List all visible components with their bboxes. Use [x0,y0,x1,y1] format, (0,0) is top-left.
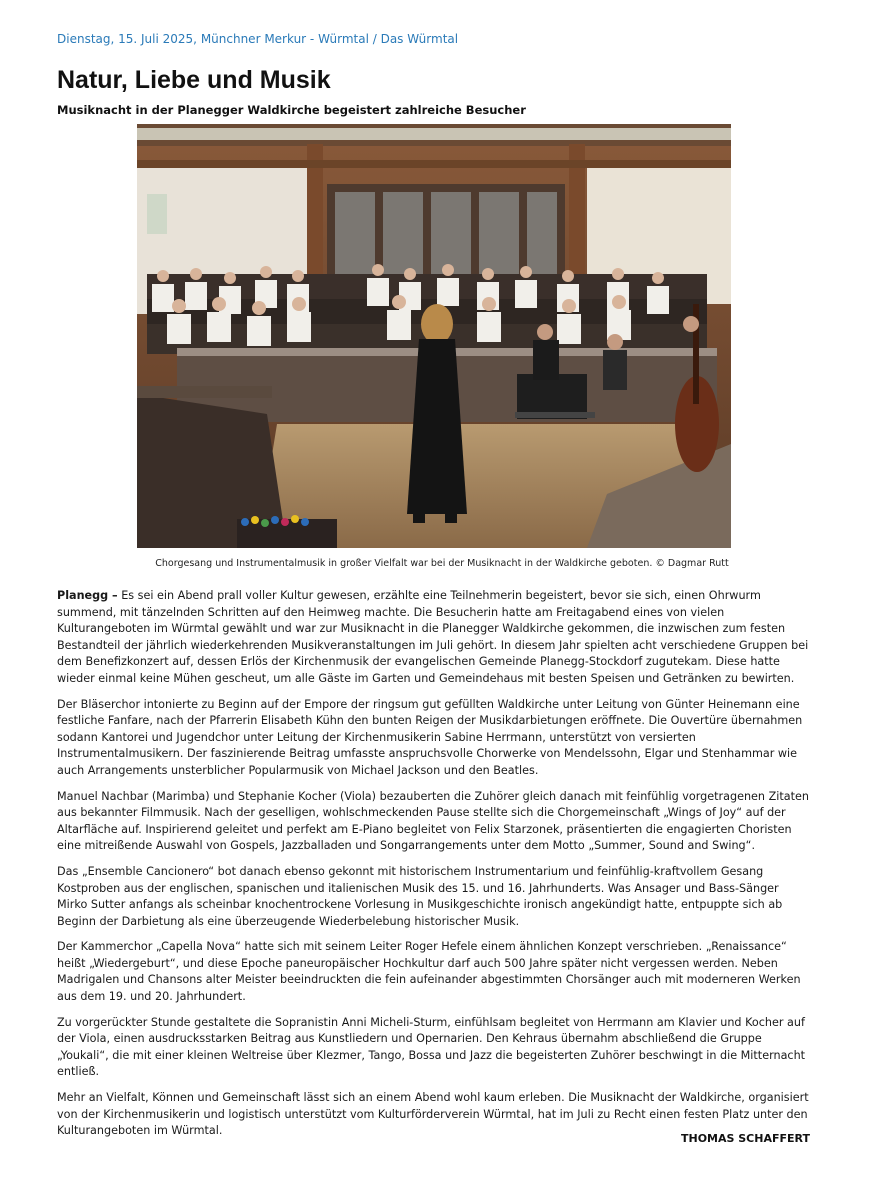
paragraph-1 [57,588,809,688]
author-byline: THOMAS SCHAFFERT [680,1132,810,1145]
paragraph-1-text: Es sei ein Abend prall voller Kultur gewesen, erzählte eine Teilnehmerin begeistert, bevor sie sich, einen Ohrwurm summend, mit tänzelnden Schritten auf den Heimweg machte. Die Besucherin hatte am Freitagabend eines von vielen Kulturangeboten im Würmtal gewählt und war zur Musiknacht in die Planegger Waldkirche gekommen, die inzwischen zum festen Bestandteil der jährlich wiederkehrenden Musikveranstaltungen im Juli gehört. In diesem Jahr spielten acht verschiedene Gruppen bei dem Benefizkonzert auf, dessen Erlös der Kirchenmusik der evangelischen Gemeinde Planegg-Stockdorf zugutekam. Diese hatte wieder einmal keine Mühen gescheut, um alle Gäste im Garten und Gemeindehaus mit besten Speisen und Getränken zu bewirten. [57,589,809,685]
paragraph-6: Zu vorgerückter Stunde gestaltete die Sopranistin Anni Micheli-Sturm, einfühlsam begleitet von Herrmann am Klavier und Kocher auf der Viola, einen ausdrucksstarken Beitrag aus Kunstliedern und Opernarien. Den Kehraus übernahm abschließend die Gruppe „Youkali“, die mit einer kleinen Weltreise über Klezmer, Tango, Bossa und Jazz die begeisterten Zuhörer beschwingt in die Mitternacht entließ. [57,1015,806,1079]
lead-word: Planegg – [57,589,118,602]
paragraph-3: Manuel Nachbar (Marimba) und Stephanie Kocher (Viola) bezauberten die Zuhörer gleich danach mit feinfühlig vorgetragenen Zitaten aus bekannter Filmmusik. Nach der geselligen, wohlschmeckenden Pause stellte sich die Chorgemeinschaft „Wings of Joy“ auf der Altarfläche auf. Inspirierend geleitet und perfekt am E-Piano begleitet von Felix Starzonek, präsentierten die engagierten Choristen eine mitreißende Auswahl von Gospels, Jazzballaden und Songarrangements unter dem Motto „Summer, Sound and Swing“. [57,789,809,853]
paragraph-2: Der Bläserchor intonierte zu Beginn auf der Empore der ringsum gut gefüllten Waldkirche unter Leitung von Günter Heinemann eine festliche Fanfare, nach der Pfarrerin Elisabeth Kühn den bunten Reigen der Musikdarbietungen eröffnete. Die Ouvertüre übernahmen sodann Kantorei und Jugendchor unter Leitung der Kirchenmusikerin Sabine Herrmann, unterstützt von versierten Instrumentalmusikern. Der faszinierende Beitrag umfasste anspruchsvolle Chorwerke von Mendelssohn, Elgar und Stenhammar wie auch Arrangements unsterblicher Popularmusik von Michael Jackson und den Beatles. [57,697,803,777]
paragraph-5: Der Kammerchor „Capella Nova“ hatte sich mit seinem Leiter Roger Hefele einem ähnlichen Konzept verschrieben. „Renaissance“ heißt „Wiedergeburt“, und diese Epoche paneuropäischer Hochkultur darf auch 500 Jahre später nicht vergessen werden. Neben Madrigalen und Chansons alter Meister beeindruckten die fein aufeinander abgestimmten Chorsänger auch mit moderneren Werken aus dem 19. und 20. Jahrhundert. [57,940,801,1004]
article-body [57,588,809,1149]
paragraph-4: Das „Ensemble Cancionero“ bot danach ebenso gekonnt mit historischem Instrumentarium und feinfühlig-kraftvollem Gesang Kostproben aus der englischen, spanischen und italienischen Musik des 15. und 16. Jahrhunderts. Was Ansager und Bass-Sänger Mirko Sutter anfangs als scheinbar knochentrockene Vorlesung in Musikgeschichte ironisch angekündigt hatte, entpuppte sich ab Beginn der Darbietung als eine überzeugende Wiederbelebung historischer Musik. [57,864,783,928]
subheadline: Musiknacht in der Planegger Waldkirche begeistert zahlreiche Besucher [57,103,526,117]
photo-caption: Chorgesang und Instrumentalmusik in großer Vielfalt war bei der Musiknacht in der Waldkirche geboten. © Dagmar Rutt [155,558,729,569]
dateline: Dienstag, 15. Juli 2025, Münchner Merkur - Würmtal / Das Würmtal [57,32,459,46]
headline: Natur, Liebe und Musik [57,66,331,94]
article-photo [137,124,731,548]
paragraph-7: Mehr an Vielfalt, Können und Gemeinschaft lässt sich an einem Abend wohl kaum erleben. Die Musiknacht der Waldkirche, organisiert von der Kirchenmusikerin und logistisch unterstützt vom Kulturförderverein Würmtal, hat im Juli zu Recht einen festen Platz unter den Kulturangeboten im Würmtal. [57,1091,809,1138]
